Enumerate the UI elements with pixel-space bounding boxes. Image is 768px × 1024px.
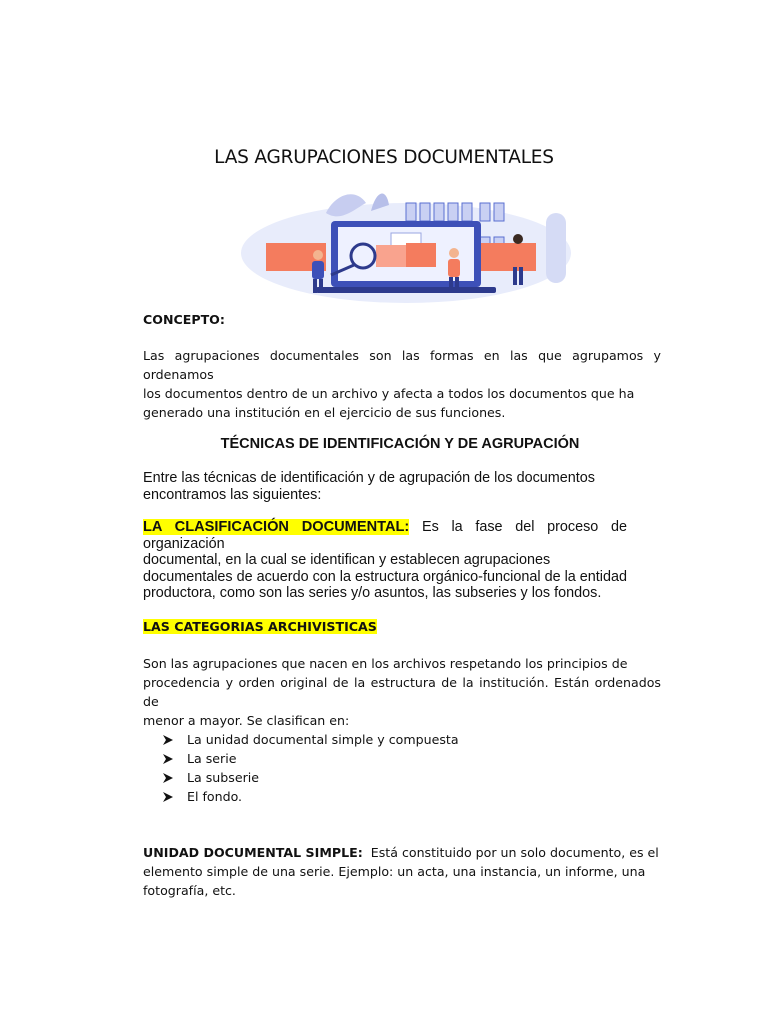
categorias-line: procedencia y orden original de la estructura de la institución. Están ordenados de — [143, 675, 661, 709]
list-item-label: El fondo. — [187, 789, 243, 804]
clasificacion-line: productora, como son las series y/o asuntos, las subseries y los fondos. — [143, 585, 602, 601]
categorias-line: Son las agrupaciones que nacen en los archivos respetando los principios de — [143, 656, 628, 671]
list-item — [162, 787, 459, 806]
concepto-heading: CONCEPTO: — [143, 312, 225, 327]
list-item — [162, 768, 459, 787]
categorias-list — [162, 730, 459, 806]
clasificacion-label: LA CLASIFICACIÓN DOCUMENTAL: — [143, 519, 410, 535]
tecnicas-intro-line: Entre las técnicas de identificación y de agrupación de los documentos — [143, 470, 595, 486]
list-item-label: La subserie — [187, 770, 260, 785]
concepto-paragraph — [143, 346, 661, 422]
clasificacion-paragraph — [143, 519, 627, 602]
unidad-paragraph — [143, 843, 661, 900]
tecnicas-heading: TÉCNICAS DE IDENTIFICACIÓN Y DE AGRUPACIÓN — [220, 436, 580, 452]
clasificacion-line: documental, en la cual se identifican y establecen agrupaciones — [143, 552, 551, 568]
concepto-line: generado una institución en el ejercicio de sus funciones. — [143, 405, 506, 420]
tecnicas-intro — [143, 470, 627, 503]
categorias-line: menor a mayor. Se clasifican en: — [143, 713, 350, 728]
categorias-heading: LAS CATEGORIAS ARCHIVISTICAS — [143, 619, 377, 634]
list-item — [162, 730, 459, 749]
list-item-label: La serie — [187, 751, 237, 766]
unidad-line: elemento simple de una serie. Ejemplo: un acta, una instancia, un informe, una — [143, 864, 646, 879]
unidad-line: Está constituido por un solo documento, es el — [370, 845, 659, 860]
clasificacion-line: Es la fase del proceso de organización — [143, 519, 628, 552]
clasificacion-line: documentales de acuerdo con la estructura orgánico-funcional de la entidad — [143, 568, 627, 585]
page-title: LAS AGRUPACIONES DOCUMENTALES — [214, 147, 554, 168]
concepto-line: los documentos dentro de un archivo y afecta a todos los documentos que ha — [143, 386, 635, 401]
arrow-bullet-icon — [162, 753, 174, 765]
arrow-bullet-icon — [162, 734, 174, 746]
documents-laptop-illustration — [226, 183, 576, 311]
list-item-label: La unidad documental simple y compuesta — [187, 732, 459, 747]
list-item — [162, 749, 459, 768]
categorias-heading-wrap — [143, 617, 661, 636]
categorias-paragraph — [143, 654, 661, 730]
tecnicas-intro-line: encontramos las siguientes: — [143, 486, 322, 503]
unidad-label: UNIDAD DOCUMENTAL SIMPLE: — [143, 845, 363, 860]
concepto-line: Las agrupaciones documentales son las formas en las que agrupamos y ordenamos — [143, 348, 661, 382]
arrow-bullet-icon — [162, 791, 174, 803]
unidad-line: fotografía, etc. — [143, 883, 236, 898]
arrow-bullet-icon — [162, 772, 174, 784]
